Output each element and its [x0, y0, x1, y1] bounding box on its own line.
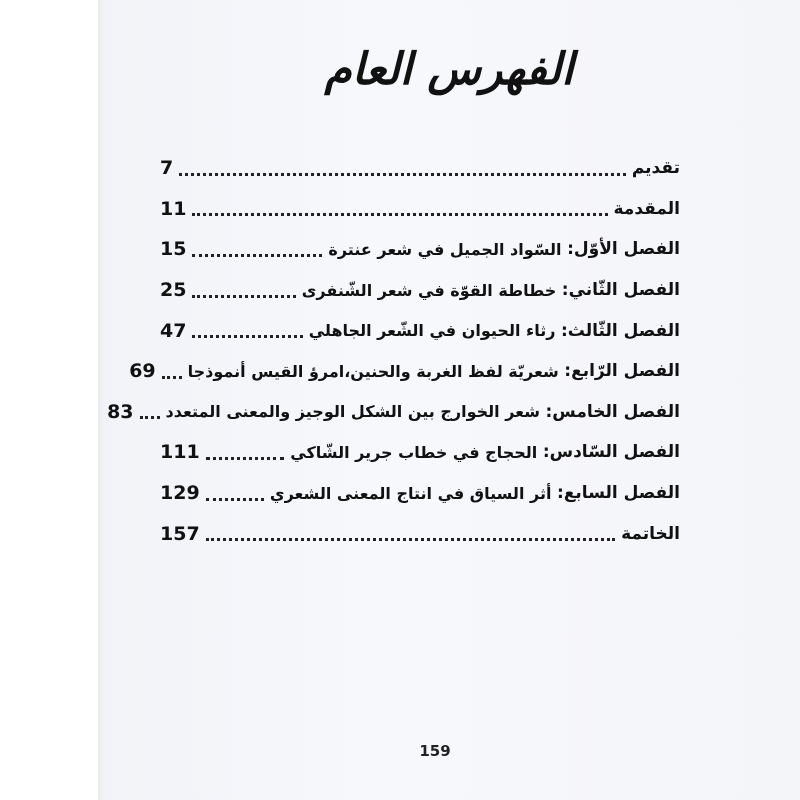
table-of-contents [107, 148, 680, 554]
toc-leader-dots [140, 416, 160, 419]
toc-entry [129, 351, 680, 392]
toc-entry [160, 473, 680, 514]
toc-entry-page: 7 [160, 157, 174, 180]
toc-entry-page: 15 [160, 238, 187, 261]
toc-leader-dots [192, 335, 302, 338]
toc-entry [160, 432, 680, 473]
toc-entry-title: خطاطة القوّة في شعر الشّنفرى [301, 280, 557, 300]
toc-entry [160, 513, 680, 554]
toc-entry [107, 392, 680, 433]
toc-entry [160, 189, 680, 230]
toc-entry-page: 111 [160, 441, 200, 464]
toc-entry-page: 11 [160, 197, 187, 220]
toc-entry-heading: تقديم [631, 158, 680, 179]
toc-entry-title: الحجاج في خطاب جرير الشّاكي [290, 442, 538, 462]
toc-entry-heading: الفصل السابع: [557, 483, 680, 504]
toc-entry-heading: المقدمة [613, 198, 680, 219]
toc-entry [160, 229, 680, 270]
toc-entry-title: شعريّة لفظ الغربة والحنين،امرؤ القيس أنموذجا [187, 361, 559, 381]
toc-entry-heading: الفصل الخامس: [545, 401, 680, 422]
toc-entry [160, 270, 680, 311]
page-number: 159 [419, 742, 451, 760]
toc-entry-heading: الفصل السّادس: [542, 442, 680, 463]
toc-entry-page: 25 [160, 279, 187, 302]
toc-leader-dots [192, 213, 607, 216]
toc-entry [160, 310, 680, 351]
toc-entry-title: رثاء الحيوان في الشّعر الجاهلي [308, 321, 556, 341]
toc-entry-page: 129 [160, 482, 200, 505]
toc-entry-page: 83 [107, 400, 134, 423]
toc-leader-dots [206, 538, 615, 541]
toc-entry [160, 148, 680, 189]
toc-entry-title: السّواد الجميل في شعر عنترة [328, 239, 562, 259]
toc-leader-dots [192, 295, 295, 298]
toc-entry-heading: الفصل الثّاني: [561, 280, 680, 301]
toc-entry-page: 47 [160, 319, 187, 342]
toc-leader-dots [179, 173, 626, 176]
toc-entry-heading: الفصل الرّابع: [564, 361, 680, 382]
book-page [98, 0, 800, 800]
toc-leader-dots [162, 376, 182, 379]
toc-leader-dots [192, 254, 322, 257]
toc-entry-heading: الفصل الأوّل: [567, 239, 680, 260]
toc-leader-dots [206, 498, 264, 501]
toc-entry-heading: الفصل الثّالث: [561, 320, 680, 341]
toc-entry-page: 157 [160, 522, 200, 545]
toc-entry-title: أثر السياق في انتاج المعنى الشعري [269, 483, 552, 503]
toc-entry-title: شعر الخوارج بين الشكل الوجيز والمعنى المتعدد [165, 402, 540, 422]
toc-entry-heading: الخاتمة [621, 523, 680, 544]
page-title: الفهرس العام [324, 44, 574, 95]
toc-leader-dots [206, 457, 285, 460]
toc-entry-page: 69 [129, 360, 156, 383]
